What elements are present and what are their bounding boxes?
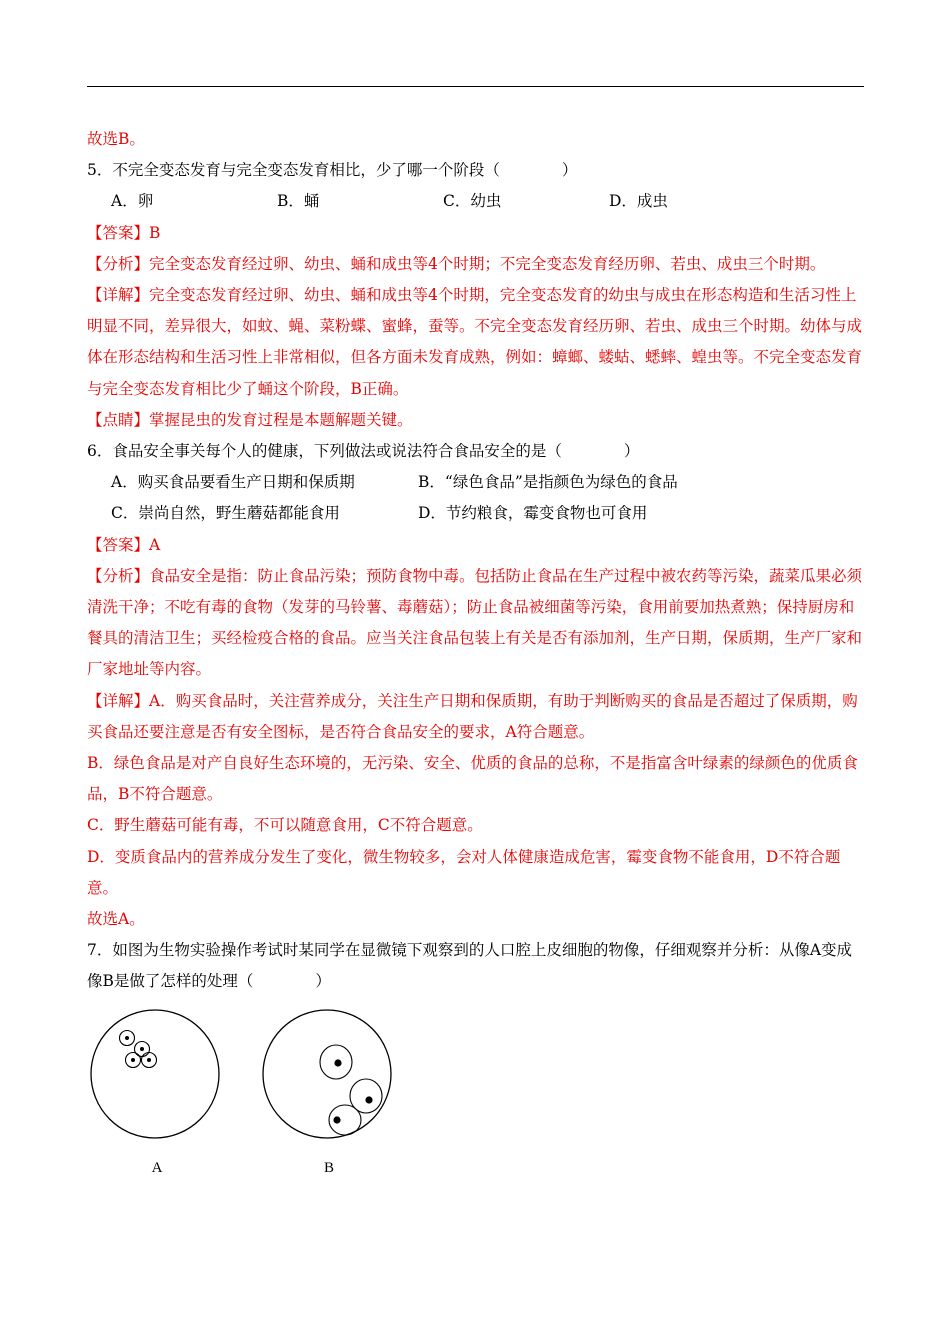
question-5: 5．不完全变态发育与完全变态发育相比，少了哪一个阶段（ ） xyxy=(87,161,578,180)
option-b: B．“绿色食品”是指颜色为绿色的食品 xyxy=(418,473,678,492)
figure-label-a: A xyxy=(151,1159,163,1176)
microscope-figures xyxy=(87,1006,865,1176)
field-circle-b xyxy=(263,1010,391,1138)
question-6-options-row1 xyxy=(87,467,865,498)
document-body xyxy=(87,124,865,1176)
answer-5: 【答案】B xyxy=(87,223,161,242)
microscope-views-svg xyxy=(87,1006,407,1176)
figure-label-b: B xyxy=(323,1159,335,1176)
question-7: 7．如图为生物实验操作考试时某同学在显微镜下观察到的人口腔上皮细胞的物像，仔细观察并分析：从像A变成像B是做了怎样的处理（ ） xyxy=(87,941,853,991)
option-c: C．崇尚自然，野生蘑菇都能食用 xyxy=(111,504,340,523)
detail-6-c: C．野生蘑菇可能有毒，不可以随意食用，C不符合题意。 xyxy=(87,816,483,835)
detail-6-a: 【详解】A．购买食品时，关注营养成分，关注生产日期和保质期，有助于判断购买的食品是否超过了保质期，购买食品还要注意是否有安全图标，是否符合食品安全的要求，A符合题意。 xyxy=(87,691,858,741)
analysis-6: 【分析】食品安全是指：防止食品污染；预防食物中毒。包括防止食品在生产过程中被农药等污染，蔬菜瓜果必须清洗干净；不吃有毒的食物（发芽的马铃薯、毒蘑菇）；防止食品被细菌等污染，食用前要加热煮熟；保持厨房和餐具的清洁卫生；买经检疫合格的食品。应当关注食品包装上有关是否有添加剂，生产日期，保质期，生产厂家和厂家地址等内容。 xyxy=(87,566,863,679)
option-d: D．节约粮食，霉变食物也可食用 xyxy=(418,504,648,523)
question-5-options xyxy=(87,186,865,217)
conclusion-6: 故选A。 xyxy=(87,910,145,929)
note-5: 【点睛】掌握昆虫的发育过程是本题解题关键。 xyxy=(87,410,413,429)
option-d: D．成虫 xyxy=(609,192,668,211)
view-a xyxy=(91,1010,219,1176)
question-6: 6．食品安全事关每个人的健康，下列做法或说法符合食品安全的是（ ） xyxy=(87,442,640,461)
option-a: A．购买食品要看生产日期和保质期 xyxy=(111,473,355,492)
question-6-options-row2 xyxy=(87,498,865,529)
option-a: A．卵 xyxy=(111,192,154,211)
field-circle-a xyxy=(91,1010,219,1138)
answer-6: 【答案】A xyxy=(87,535,161,554)
option-c: C．幼虫 xyxy=(443,192,502,211)
option-b: B．蛹 xyxy=(277,192,320,211)
detail-6-d: D．变质食品内的营养成分发生了变化，微生物较多，会对人体健康造成危害，霉变食物不能食用，D不符合题意。 xyxy=(87,847,841,897)
view-b xyxy=(263,1010,391,1176)
header-rule xyxy=(87,86,864,87)
conclusion-line: 故选B。 xyxy=(87,130,145,148)
analysis-5: 【分析】完全变态发育经过卵、幼虫、蛹和成虫等4个时期；不完全变态发育经历卵、若虫、成虫三个时期。 xyxy=(87,254,826,273)
detail-5: 【详解】完全变态发育经过卵、幼虫、蛹和成虫等4个时期，完全变态发育的幼虫与成虫在形态构造和生活习性上明显不同，差异很大，如蚊、蝇、菜粉蝶、蜜蜂，蚕等。不完全变态发育经历卵、若虫、成虫三个时期。幼体与成体在形态结构和生活习性上非常相似，但各方面未发育成熟，例如：蟑螂、蝼蛄、蟋蟀、蝗虫等。不完全变态发育与完全变态发育相比少了蛹这个阶段，B正确。 xyxy=(87,286,863,398)
detail-6-b: B．绿色食品是对产自良好生态环境的，无污染、安全、优质的食品的总称，不是指富含叶绿素的绿颜色的优质食品，B不符合题意。 xyxy=(87,754,858,804)
